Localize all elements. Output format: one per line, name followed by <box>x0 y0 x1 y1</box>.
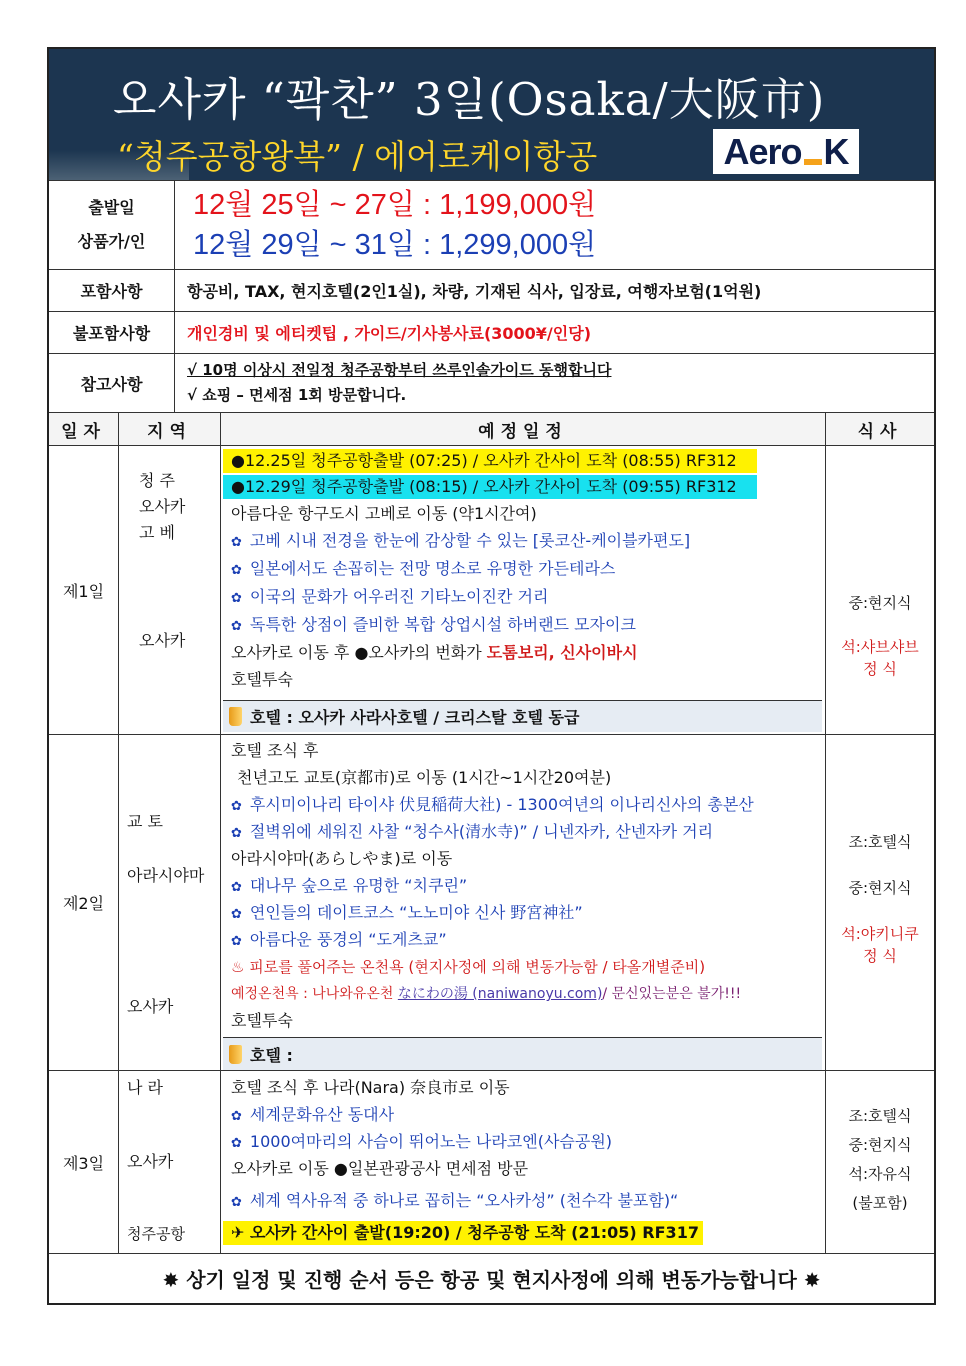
day2-area-1: 교 토 <box>127 812 163 831</box>
flower-icon: ✿ <box>231 799 242 814</box>
day3-meal-2: 중:현지식 <box>848 1136 912 1154</box>
header-area: 지역 <box>119 413 221 445</box>
day1-downtown: 도톰보리, 신사이바시 <box>486 643 638 662</box>
day2-line-1: 호텔 조식 후 <box>231 741 319 760</box>
day3-area-3: 청주공항 <box>127 1225 185 1243</box>
day1-move: 아름다운 항구도시 고베로 이동 (약1시간여) <box>231 504 537 523</box>
day1-area-1: 청 주 <box>139 471 175 490</box>
day1-spot-4-text: 독특한 상점이 즐비한 복합 상업시설 하버랜드 모자이크 <box>249 615 636 634</box>
day3-row <box>49 1070 934 1253</box>
day1-meal-1: 중:현지식 <box>848 594 912 612</box>
day2-area-3: 오사카 <box>127 997 174 1016</box>
note-line-2: √ 쇼핑 – 면세점 1회 방문합니다. <box>187 386 407 404</box>
day2-spot-1 <box>231 793 754 819</box>
day1-meal-3: 정 식 <box>863 660 897 678</box>
flower-icon: ✿ <box>231 1195 242 1210</box>
departure-label-2: 상품가/인 <box>77 232 146 251</box>
day2-spot-4 <box>231 901 583 927</box>
day1-meals <box>826 446 934 734</box>
day1-row <box>49 446 934 734</box>
header-day: 일자 <box>49 413 119 445</box>
day1-flight-2: ●12.29일 청주공항출발 (08:15) / 오사카 간사이 도착 (09:55) RF312 <box>223 475 757 499</box>
day3-schedule <box>221 1071 826 1253</box>
header-schedule: 예정일정 <box>221 413 826 445</box>
day3-spot-3-text: 세계 역사유적 중 하나로 꼽히는 “오사카성” (천수각 불포함)“ <box>249 1191 679 1210</box>
day2-hotel-text: 호텔 : <box>250 1045 293 1065</box>
day3-label: 제3일 <box>49 1071 119 1253</box>
day2-spot-4-text: 연인들의 데이트코스 “노노미야 신사 野宮神社” <box>249 903 583 922</box>
logo-text-a: Aero <box>723 130 802 172</box>
flower-icon: ✿ <box>231 826 242 841</box>
day1-area-2: 오사카 <box>139 497 186 516</box>
day1-label: 제1일 <box>49 446 119 734</box>
day3-meal-3: 석:자유식 <box>848 1165 912 1183</box>
day2-schedule <box>221 735 826 1070</box>
day1-areas <box>119 446 221 734</box>
day2-spot-3 <box>231 874 467 900</box>
price-line-1: 12월 25일 ~ 27일 : 1,199,000원 <box>193 189 597 221</box>
day1-move-2 <box>231 641 638 665</box>
departure-row <box>49 180 934 269</box>
departure-label-1: 출발일 <box>88 198 135 217</box>
notes-label: 참고사항 <box>49 354 175 412</box>
day3-meals <box>826 1071 934 1253</box>
day1-flight-1: ●12.25일 청주공항출발 (07:25) / 오사카 간사이 도착 (08:55) RF312 <box>223 449 757 473</box>
day1-area-3: 고 베 <box>139 523 175 542</box>
title-banner <box>49 49 934 180</box>
excluded-row <box>49 311 934 353</box>
day3-area-1: 나 라 <box>127 1078 163 1097</box>
day1-spot-1 <box>231 529 690 555</box>
day2-meals <box>826 735 934 1070</box>
page-title: 오사카 “꽉찬” 3일(Osaka/大阪市) <box>113 73 826 126</box>
price-line-2: 12월 29일 ~ 31일 : 1,299,000원 <box>193 229 597 261</box>
price-list <box>175 181 934 269</box>
cup-icon <box>229 707 242 726</box>
day1-hotel-stay: 호텔투숙 <box>231 670 293 689</box>
logo-bar <box>804 159 822 165</box>
day1-spot-3-text: 이국의 문화가 어우러진 기타노이진칸 거리 <box>249 587 549 606</box>
itinerary-header <box>49 412 934 446</box>
day1-spot-2-text: 일본에서도 손꼽히는 전망 명소로 유명한 가든테라스 <box>249 559 616 578</box>
flower-icon: ✿ <box>231 563 242 578</box>
cup-icon <box>229 1045 242 1064</box>
day1-hotel-text: 호텔 : 오사카 사라사호텔 / 크리스탈 호텔 동급 <box>250 708 580 727</box>
logo-text-b: K <box>823 130 849 172</box>
note-line-1 <box>187 358 934 383</box>
flower-icon: ✿ <box>231 535 242 550</box>
page-subtitle: “청주공항왕복” / 에어로케이항공 <box>117 137 598 176</box>
day2-meal-2: 중:현지식 <box>848 879 912 897</box>
day2-onsen-link[interactable]: なにわの湯 (naniwanoyu.com) <box>397 986 603 1002</box>
day3-spot-2-text: 1000여마리의 사슴이 뛰어노는 나라코엔(사슴공원) <box>249 1132 613 1151</box>
day2-onsen: ♨ 피로를 풀어주는 온천욕 (현지사정에 의해 변동가능함 / 타올개별준비) <box>231 958 706 976</box>
day2-hotel-stay: 호텔투숙 <box>231 1011 293 1030</box>
day3-spot-1 <box>231 1103 394 1129</box>
day3-meal-1: 조:호텔식 <box>848 1107 912 1125</box>
day2-label: 제2일 <box>49 735 119 1070</box>
day2-onsen-label: 예정온천욕 : 나나와유온천 <box>231 986 398 1002</box>
included-label: 포함사항 <box>49 270 175 311</box>
day3-meal-4: (불포함) <box>852 1194 908 1212</box>
day2-spot-2-text: 절벽위에 세워진 사찰 “청수사(清水寺)” / 니넨자카, 산넨자카 거리 <box>249 822 714 841</box>
day1-area-4: 오사카 <box>139 631 186 650</box>
day2-onsen-detail <box>231 982 741 1006</box>
flower-icon: ✿ <box>231 591 242 606</box>
day2-area-2: 아라시야마 <box>127 866 205 885</box>
day1-schedule <box>221 446 826 734</box>
day2-onsen-warning: / 문신있는분은 불가!!! <box>602 986 742 1002</box>
flower-icon: ✿ <box>231 1109 242 1124</box>
day3-flight: ✈ 오사카 간사이 출발(19:20) / 청주공항 도착 (21:05) RF317 <box>223 1221 703 1245</box>
footer-notice: ✸ 상기 일정 및 진행 순서 등은 항공 및 현지사정에 의해 변동가능합니다 ✸ <box>49 1253 934 1303</box>
day1-spot-2 <box>231 557 615 583</box>
flower-icon: ✿ <box>231 619 242 634</box>
day2-spot-2 <box>231 820 713 846</box>
day1-hotel-bar <box>223 700 822 732</box>
day3-line-2: 오사카로 이동 ●일본관광공사 면세점 방문 <box>231 1159 529 1178</box>
day2-meal-1: 조:호텔식 <box>848 833 912 851</box>
day2-areas <box>119 735 221 1070</box>
day2-spot-5 <box>231 928 447 954</box>
departure-label <box>49 181 175 269</box>
notes-row <box>49 353 934 412</box>
day1-meal-2: 석:샤브샤브 <box>841 638 919 656</box>
day1-spot-4 <box>231 613 636 639</box>
included-row <box>49 269 934 311</box>
day1-move-2-text: 오사카로 이동 후 ●오사카의 번화가 <box>231 643 487 662</box>
day2-meal-4: 정 식 <box>863 947 897 965</box>
flower-icon: ✿ <box>231 907 242 922</box>
included-body <box>175 270 934 311</box>
aero-k-logo <box>713 129 859 174</box>
day1-spot-1-text: 고베 시내 전경을 한눈에 감상할 수 있는 [롯코산-케이블카편도] <box>249 531 691 550</box>
day3-spot-1-text: 세계문화유산 동대사 <box>249 1105 395 1124</box>
note-line-1-text: √ 10명 이상시 전일정 청주공항부터 쓰루인솔가이드 동행합니다 <box>187 361 612 379</box>
excluded-text: 개인경비 및 에티켓팁 , 가이드/기사봉사료(3000¥/인당) <box>187 324 592 343</box>
day3-line-1: 호텔 조식 후 나라(Nara) 奈良市로 이동 <box>231 1078 510 1097</box>
day2-meal-3: 석:야키니쿠 <box>841 925 919 943</box>
day1-spot-3 <box>231 585 548 611</box>
notes-body <box>175 354 934 412</box>
day2-spot-1-text: 후시미이나리 타이샤 伏見稲荷大社) - 1300여년의 이나리신사의 총본산 <box>249 795 754 814</box>
day3-area-2: 오사카 <box>127 1152 174 1171</box>
day2-row <box>49 734 934 1070</box>
excluded-label: 불포함사항 <box>49 312 175 353</box>
flower-icon: ✿ <box>231 1136 242 1151</box>
itinerary-document <box>47 47 936 1305</box>
day2-spot-5-text: 아름다운 풍경의 “도게츠쿄” <box>249 930 447 949</box>
day2-line-2: 천년고도 교토(京都市)로 이동 (1시간~1시간20여분) <box>237 768 612 787</box>
included-text: 항공비, TAX, 현지호텔(2인1실), 차량, 기재된 식사, 입장료, 여행자보험(1억원) <box>187 282 762 301</box>
excluded-body <box>175 312 934 353</box>
day2-line-3: 아라시야마(あらしやま)로 이동 <box>231 849 453 868</box>
flower-icon: ✿ <box>231 934 242 949</box>
day3-spot-3 <box>231 1189 678 1215</box>
day3-areas <box>119 1071 221 1253</box>
header-meal: 식사 <box>857 421 903 442</box>
day2-spot-3-text: 대나무 숲으로 유명한 “치쿠린” <box>249 876 468 895</box>
day2-hotel-bar <box>223 1037 822 1070</box>
flower-icon: ✿ <box>231 880 242 895</box>
day3-spot-2 <box>231 1130 612 1156</box>
